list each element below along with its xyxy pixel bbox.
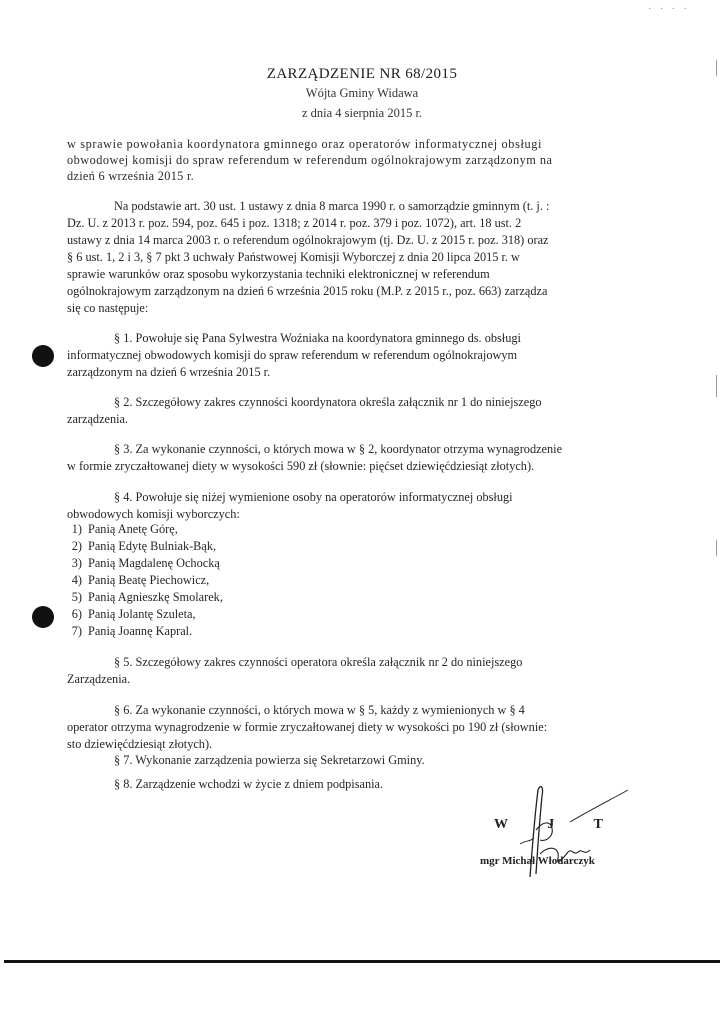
subject-line: dzień 6 września 2015 r. [67,169,195,183]
paragraph-line: Zarządzenia. [67,672,131,686]
list-item-number: 6) [71,607,82,621]
list-item-name: Panią Magdalenę Ochocką [88,556,220,570]
punch-hole [32,345,54,367]
list-item [58,590,223,605]
paragraph-line: w formie zryczałtowanej diety w wysokości 590 zł (słownie: pięćset dziewięćdziesiąt złotych). [67,459,535,473]
document-issuer: Wójta Gminy Widawa [305,86,419,100]
basis-line: Na podstawie art. 30 ust. 1 ustawy z dnia 8 marca 1990 r. o samorządzie gminnym (t. j. : [114,199,550,213]
paragraph-line: sto dziewięćdziesiąt złotych). [67,737,213,751]
list-item-name: Panią Agnieszkę Smolarek, [88,590,223,604]
signature-name: mgr Michał Włodarczyk [480,855,595,867]
paragraph-line: § 3. Za wykonanie czynności, o których mowa w § 2, koordynator otrzyma wynagrodzenie [114,442,563,456]
paragraph-7: § 7. Wykonanie zarządzenia powierza się Sekretarzowi Gminy. [114,753,425,767]
scan-edge-mark [716,375,717,397]
paragraph-line: zarządzonym na dzień 6 września 2015 r. [67,365,271,379]
basis-line: § 6 ust. 1, 2 i 3, § 7 pkt 3 uchwały Państwowej Komisji Wyborczej z dnia 20 lipca 2015 r. w [67,250,520,264]
subject-line: obwodowej komisji do spraw referendum w referendum ogólnokrajowym zarządzonym na [67,153,553,167]
paragraph-8: § 8. Zarządzenie wchodzi w życie z dniem podpisania. [114,777,384,791]
list-item [58,624,192,639]
paragraph-line: § 1. Powołuje się Pana Sylwestra Woźniaka na koordynatora gminnego ds. obsługi [114,331,521,345]
paragraph-line: zarządzenia. [67,412,129,426]
paragraph-line: informatycznej obwodowych komisji do spraw referendum w referendum ogólnokrajowym [67,348,518,362]
document-date: z dnia 4 sierpnia 2015 r. [301,106,423,120]
basis-line: ustawy z dnia 14 marca 2003 r. o referendum ogólnokrajowym (tj. Dz. U. z 2015 r. poz. 318) oraz [67,233,549,247]
paragraph-line: § 5. Szczegółowy zakres czynności operatora określa załącznik nr 2 do niniejszego [114,655,523,669]
list-item-name: Panią Edytę Bulniak-Bąk, [88,539,217,553]
list-item [58,573,209,588]
list-item-name: Panią Jolantę Szuleta, [88,607,196,621]
list-item-number: 4) [71,573,82,587]
list-item-name: Panią Joannę Kapral. [88,624,193,638]
paragraph-line: § 6. Za wykonanie czynności, o których mowa w § 5, każdy z wymienionych w § 4 [114,703,525,717]
paragraph-line: operator otrzyma wynagrodzenie w formie zryczałtowanej diety w wysokości po 190 zł (słownie: [67,720,548,734]
basis-line: sprawie warunków oraz sposobu wykorzystania techniki elektronicznej w referendum [67,267,490,281]
punch-hole [32,606,54,628]
list-item-name: Panią Beatę Piechowicz, [88,573,210,587]
document-title: ZARZĄDZENIE NR 68/2015 [266,66,458,82]
paragraph-line: § 4. Powołuje się niżej wymienione osoby na operatorów informatycznej obsługi [114,490,513,504]
list-item-number: 2) [71,539,82,553]
list-item-number: 3) [71,556,82,570]
scan-edge-mark [716,540,717,556]
basis-line: ogólnokrajowym zarządzonym na dzień 6 września 2015 roku (M.P. z 2015 r., poz. 663) zarządza [67,284,548,298]
list-item-number: 7) [71,624,82,638]
list-item-number: 1) [71,522,82,536]
paragraph-line: § 2. Szczegółowy zakres czynności koordynatora określa załącznik nr 1 do niniejszego [114,395,542,409]
list-item [58,522,178,537]
list-item-name: Panią Anetę Górę, [88,522,178,536]
subject-line: w sprawie powołania koordynatora gminnego oraz operatorów informatycznej obsługi [67,137,543,151]
signature-title: W J T [494,817,621,832]
paragraph-line: obwodowych komisji wyborczych: [67,507,240,521]
bottom-scan-border [4,960,720,963]
list-item [58,539,216,554]
handwritten-signature [500,782,640,882]
list-item [58,556,220,571]
basis-line: się co następuje: [67,301,149,315]
list-item [58,607,196,622]
scan-corner-mark: · · · · [648,4,690,15]
list-item-number: 5) [71,590,82,604]
basis-line: Dz. U. z 2013 r. poz. 594, poz. 645 i poz. 1318; z 2014 r. poz. 379 i poz. 1072), art. 18 ust. 2 [67,216,522,230]
